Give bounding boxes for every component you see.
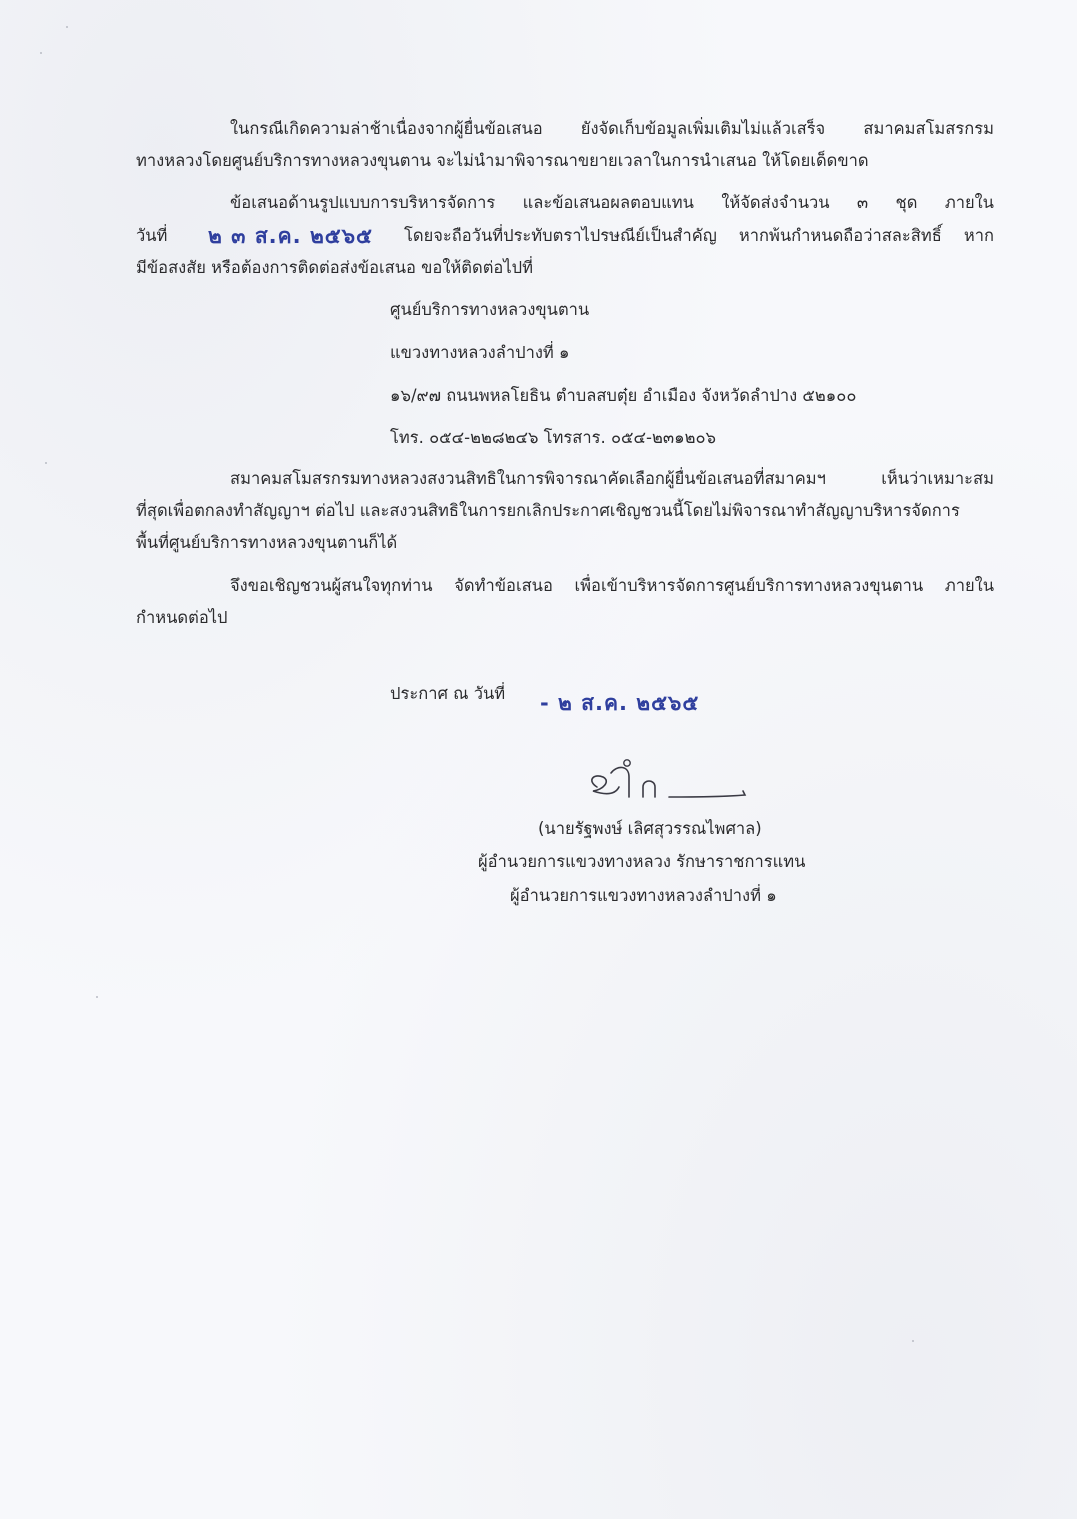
p2-segment: หากพ้นกำหนดถือว่าสละสิทธิ์ — [738, 226, 942, 245]
paper-speck — [66, 26, 68, 28]
p2-segment: ให้จัดส่งจำนวน — [721, 193, 830, 212]
p3-segment: สมาคมสโมสรกรมทางหลวงสงวนสิทธิในการพิจารณาคัดเลือกผู้ยื่นข้อเสนอที่สมาคมฯ — [230, 469, 826, 488]
contact-office: ศูนย์บริการทางหลวงขุนตาน — [390, 300, 590, 319]
contact-district: แขวงทางหลวงลำปางที่ ๑ — [390, 343, 570, 362]
p2-segment: ภายใน — [944, 193, 994, 212]
contact-address: ๑๖/๙๗ ถนนพหลโยธิน ตำบลสบตุ๋ย อำเมือง จังหวัดลำปาง ๕๒๑๐๐ — [390, 386, 857, 405]
p2-segment: ข้อเสนอด้านรูปแบบการบริหารจัดการ — [230, 193, 496, 212]
p1-segment: ยังจัดเก็บข้อมูลเพิ่มเติมไม่แล้วเสร็จ — [580, 119, 826, 138]
date-label: วันที่ — [136, 226, 168, 245]
p1-segment: ในกรณีเกิดความล่าช้าเนื่องจากผู้ยื่นข้อเสนอ — [230, 119, 543, 138]
paragraph-4-line-2: กำหนดต่อไป — [136, 608, 228, 627]
signatory-name: (นายรัฐพงษ์ เลิศสุวรรณไพศาล) — [538, 819, 762, 838]
announcement-label: ประกาศ ณ วันที่ — [390, 684, 506, 703]
paper-speck — [912, 1340, 914, 1342]
contact-phone: โทร. ๐๕๔-๒๒๘๒๔๖ โทรสาร. ๐๕๔-๒๓๑๒๐๖ — [390, 428, 716, 447]
p4-segment: จึงขอเชิญชวนผู้สนใจทุกท่าน — [230, 576, 433, 595]
p4-segment: จัดทำข้อเสนอ — [454, 576, 553, 595]
paragraph-4-line-1 — [230, 575, 994, 597]
paragraph-3-line-3: พื้นที่ศูนย์บริการทางหลวงขุนตานก็ได้ — [136, 533, 398, 552]
p3-segment: เห็นว่าเหมาะสม — [881, 469, 994, 488]
p4-segment: เพื่อเข้าบริหารจัดการศูนย์บริการทางหลวงขุนตาน — [574, 576, 924, 595]
paragraph-2-line-3: มีข้อสงสัย หรือต้องการติดต่อส่งข้อเสนอ ขอให้ติดต่อไปที่ — [136, 258, 533, 277]
paragraph-2-line-1 — [230, 192, 994, 214]
announcement-date-stamp: - ๒ ส.ค. ๒๕๖๕ — [540, 691, 700, 715]
p4-segment: ภายใน — [944, 576, 994, 595]
paragraph-3-line-2: ที่สุดเพื่อตกลงทำสัญญาฯ ต่อไป และสงวนสิทธิในการยกเลิกประกาศเชิญชวนนี้โดยไม่พิจารณาทำสัญญาบริหารจัดการ — [136, 501, 960, 520]
paper-speck — [96, 996, 98, 998]
signatory-position-1: ผู้อำนวยการแขวงทางหลวง รักษาราชการแทน — [478, 852, 806, 871]
paper-speck — [45, 462, 47, 464]
p2-segment: ชุด — [895, 193, 918, 212]
paragraph-2-line-2 — [404, 225, 994, 247]
paper-speck — [40, 52, 42, 54]
p2-segment: และข้อเสนอผลตอบแทน — [522, 193, 694, 212]
signatory-position-2: ผู้อำนวยการแขวงทางหลวงลำปางที่ ๑ — [510, 886, 777, 905]
p1-segment: สมาคมสโมสรกรม — [863, 119, 994, 138]
paragraph-1-line-2: ทางหลวงโดยศูนย์บริการทางหลวงขุนตาน จะไม่นำมาพิจารณาขยายเวลาในการนำเสนอ ให้โดยเด็ดขาด — [136, 151, 869, 170]
paragraph-3-line-1 — [230, 468, 994, 490]
deadline-date-stamp: ๒ ๓ ส.ค. ๒๕๖๕ — [208, 224, 373, 248]
p2-segment: หาก — [963, 226, 994, 245]
paragraph-1-line-1 — [230, 118, 994, 140]
p2-segment: ๓ — [856, 193, 869, 212]
p2-segment: โดยจะถือวันที่ประทับตราไปรษณีย์เป็นสำคัญ — [404, 226, 717, 245]
signature — [585, 757, 755, 807]
